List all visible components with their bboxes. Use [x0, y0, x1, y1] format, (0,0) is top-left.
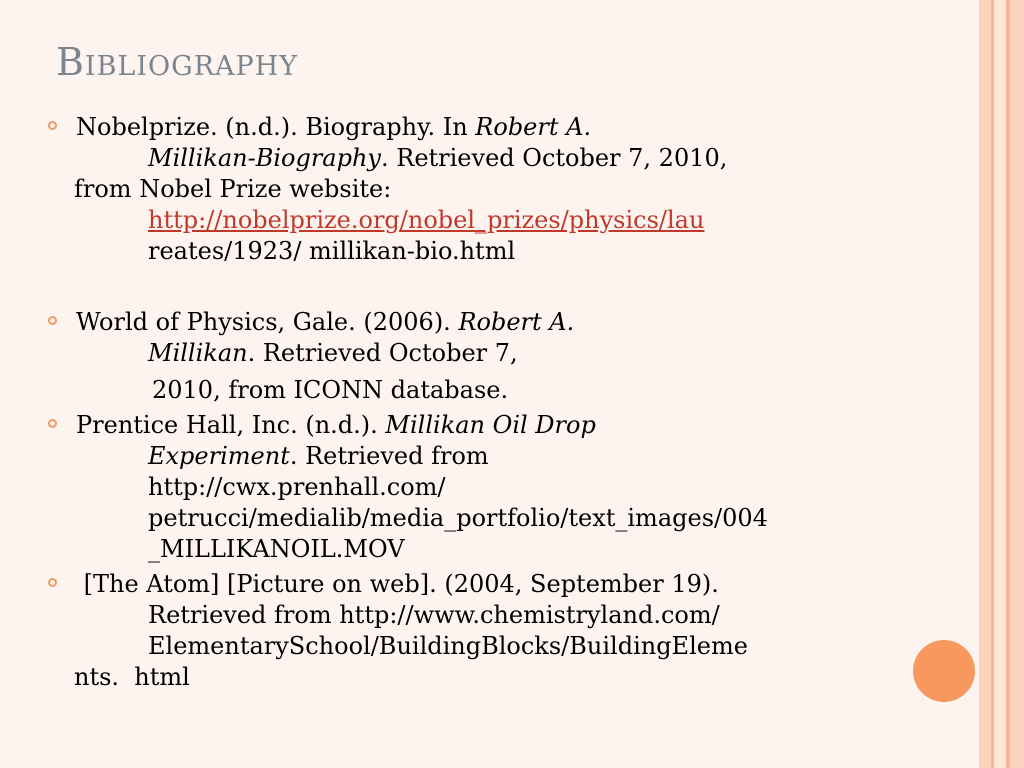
reference-text: World of Physics, Gale. (2006). — [76, 308, 459, 336]
reference-line: petrucci/medialib/media_portfolio/text_images/004 — [148, 504, 768, 532]
reference-text: . Retrieved from — [289, 442, 489, 470]
reference-text: Prentice Hall, Inc. (n.d.). — [76, 411, 386, 439]
reference-line: http://cwx.prenhall.com/ — [148, 473, 446, 501]
reference-link[interactable]: http://nobelprize.org/nobel_prizes/physics/lau — [148, 206, 705, 234]
bullet-icon — [48, 578, 57, 587]
reference-italic: Robert A. — [475, 113, 592, 141]
reference-italic: Robert A. — [458, 308, 575, 336]
slide-title: Bibliography — [56, 40, 299, 84]
reference-line — [76, 205, 898, 236]
reference-line: from Nobel Prize website: — [74, 175, 392, 203]
bibliography-list — [48, 112, 898, 693]
reference-line: [The Atom] [Picture on web]. (2004, September 19). — [76, 570, 719, 598]
reference-italic: Experiment — [148, 442, 290, 470]
reference-line — [76, 338, 898, 369]
bullet-icon — [48, 419, 57, 428]
bullet-icon — [48, 316, 57, 325]
reference-italic: Millikan — [148, 339, 248, 367]
reference-line — [76, 307, 898, 338]
reference-line: _MILLIKANOIL.MOV — [148, 535, 405, 563]
reference-line — [76, 441, 898, 472]
reference-line: reates/1923/ millikan-bio.html — [148, 237, 516, 265]
reference-line — [76, 410, 898, 441]
reference-line: 2010, from ICONN database. — [152, 376, 509, 404]
decorative-circle — [913, 640, 975, 702]
reference-text: . Retrieved October 7, — [247, 339, 518, 367]
reference-line: Retrieved from http://www.chemistryland.com/ — [148, 601, 720, 629]
reference-italic: Millikan Oil Drop — [385, 411, 596, 439]
reference-item — [48, 569, 898, 693]
reference-italic: Millikan-Biography — [148, 144, 381, 172]
reference-text: . Retrieved October 7, 2010, — [380, 144, 728, 172]
reference-item — [48, 307, 898, 406]
reference-line — [76, 112, 898, 143]
reference-line: nts. html — [74, 663, 190, 691]
decorative-stripes — [979, 0, 1024, 768]
reference-line — [76, 143, 898, 174]
reference-text: Nobelprize. (n.d.). Biography. In — [76, 113, 476, 141]
bullet-icon — [48, 121, 57, 130]
reference-item — [48, 410, 898, 565]
reference-item — [48, 112, 898, 267]
reference-line: ElementarySchool/BuildingBlocks/BuildingEleme — [148, 632, 748, 660]
